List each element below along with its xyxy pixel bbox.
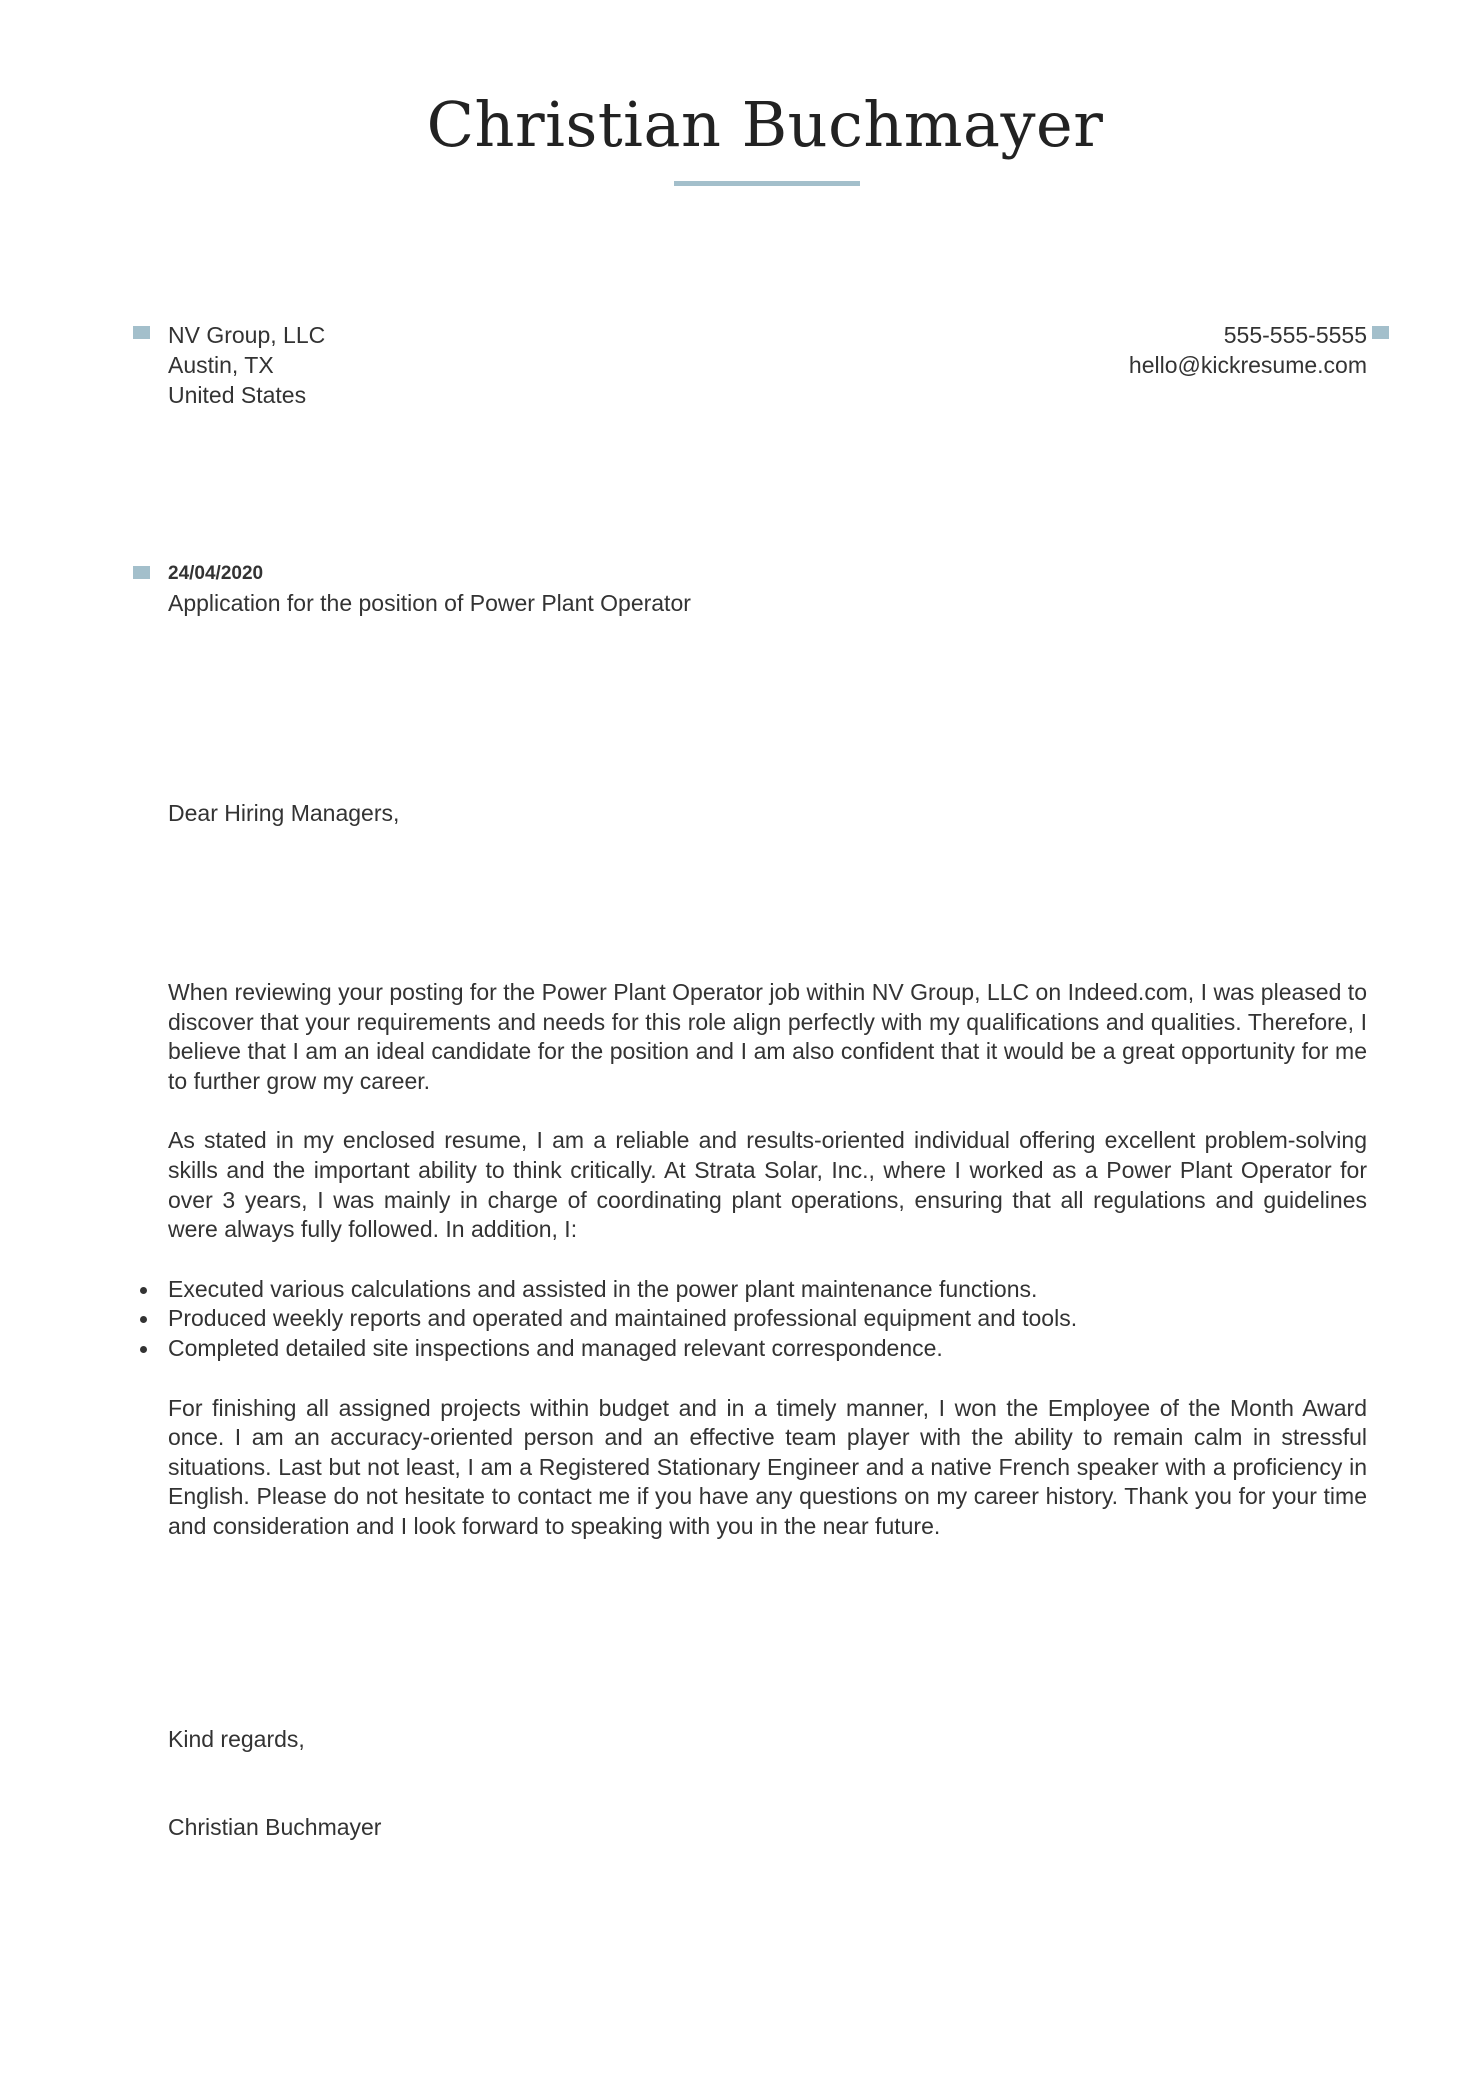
list-item: Produced weekly reports and operated and maintained professional equipment and tools. — [168, 1304, 1367, 1334]
body-paragraph-2: As stated in my enclosed resume, I am a reliable and results-oriented individual offering excellent problem-solving skills and the important ability to think critically. At Strata Solar, Inc., where I worked as a Power Plant Operator for over 3 years, I was mainly in charge of coordinating plant operations, ensuring that all regulations and guidelines were always fully followed. In addition, I: — [168, 1127, 1367, 1243]
list-item: Completed detailed site inspections and managed relevant correspondence. — [168, 1334, 1367, 1364]
recipient-marker — [133, 326, 150, 339]
list-item: Executed various calculations and assisted in the power plant maintenance functions. — [168, 1275, 1367, 1305]
contact-marker — [1372, 326, 1389, 339]
letter-body — [168, 978, 1367, 1572]
applicant-name: Christian Buchmayer — [426, 88, 1104, 161]
achievements-list — [168, 1275, 1367, 1364]
name-underline — [674, 181, 860, 186]
signature-name: Christian Buchmayer — [168, 1814, 382, 1840]
closing: Kind regards, — [168, 1726, 305, 1752]
recipient-company: NV Group, LLC — [168, 322, 326, 348]
sender-contact — [1129, 320, 1367, 380]
recipient-address — [168, 320, 325, 410]
salutation: Dear Hiring Managers, — [168, 800, 400, 826]
contact-phone: 555-555-5555 — [1223, 322, 1367, 348]
letter-date: 24/04/2020 — [168, 563, 264, 584]
date-marker — [133, 566, 150, 579]
body-paragraph-3: For finishing all assigned projects within budget and in a timely manner, I won the Employee of the Month Award once. I am an accuracy-oriented person and an effective team player with the ability to remain calm in stressful situations. Last but not least, I am a Registered Stationary Engineer and a native French speaker with a proficiency in English. Please do not hesitate to contact me if you have any questions on my career history. Thank you for your time and consideration and I look forward to speaking with you in the near future. — [168, 1394, 1367, 1539]
recipient-city: Austin, TX — [168, 352, 274, 378]
date-subject-block — [168, 560, 691, 618]
contact-email: hello@kickresume.com — [1128, 352, 1367, 378]
letter-subject: Application for the position of Power Plant Operator — [168, 590, 691, 616]
recipient-country: United States — [168, 382, 307, 408]
body-paragraph-1: When reviewing your posting for the Power Plant Operator job within NV Group, LLC on Indeed.com, I was pleased to discover that your requirements and needs for this role align perfectly with my qualifications and qualities. Therefore, I believe that I am an ideal candidate for the position and I am also confident that it would be a great opportunity for me to further grow my career. — [168, 979, 1367, 1094]
